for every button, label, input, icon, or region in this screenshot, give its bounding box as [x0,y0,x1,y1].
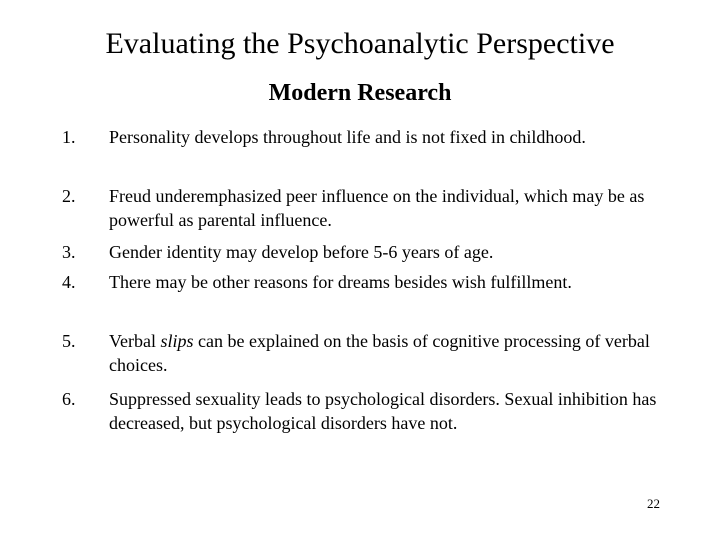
list-item-text-part: Suppressed sexuality leads to psychological disorders. Sexual inhibition has decreased, but psychological disorders have not. [109,389,657,433]
list-item-text-part: Gender identity may develop before 5-6 years of age. [109,242,494,262]
slide-subtitle: Modern Research [268,80,452,106]
emphasis-slips: slips [160,331,194,351]
list-item-text-part: There may be other reasons for dreams besides wish fulfillment. [109,272,572,292]
list-item-text [109,240,669,264]
list-item-text-part: can be explained on the basis of cognitive processing of verbal choices. [109,331,650,375]
list-item-text-part: Freud underemphasized peer influence on the individual, which may be as powerful as parental influence. [109,186,645,230]
list-item-text [109,329,669,377]
slide-title: Evaluating the Psychoanalytic Perspective [105,27,615,60]
list-item-text [109,270,669,294]
list-item-number: 3. [62,242,76,262]
list-item-text-part: Personality develops throughout life and is not fixed in childhood. [109,127,586,147]
list-item-text [109,184,669,232]
list-item-number: 5. [62,331,76,351]
list-item-number: 4. [62,272,76,292]
list-item-number: 6. [62,389,76,409]
list-item-text [109,125,669,149]
list-item-number: 1. [62,127,76,147]
page-number: 22 [647,496,660,511]
list-item-text [109,387,669,435]
list-item-number: 2. [62,186,76,206]
list-item-text-part: Verbal [109,331,161,351]
